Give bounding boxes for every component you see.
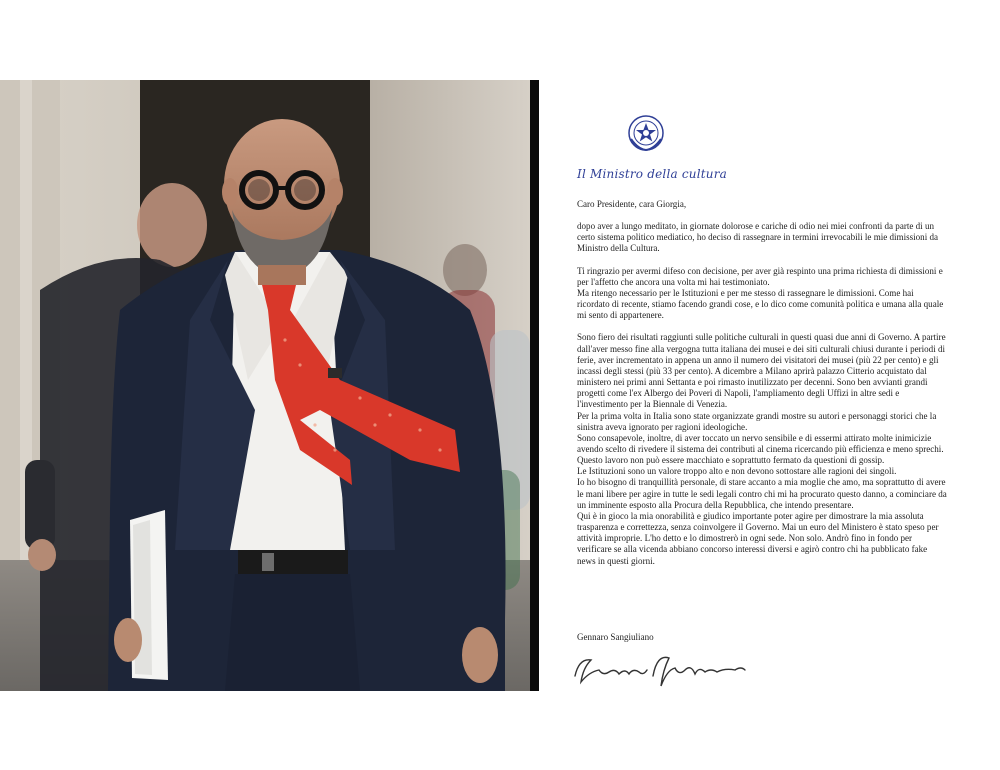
letter-paragraph: Ti ringrazio per avermi difeso con decisione, per aver già respinto una prima richiesta di dimissioni e per l'affetto che ancora una volta mi hai testimoniato. xyxy=(577,265,943,287)
letter-paragraph: Questo lavoro non può essere macchiato e soprattutto fermato da questioni di gossip. xyxy=(577,455,885,466)
letter-paragraph: Sono fiero dei risultati raggiunti sulle politiche culturali in questi quasi due anni di Governo. A partire dall'aver messo fine alla vergogna tutta italiana dei musei e dei siti culturali chiusi durante i periodi di ferie, aver incrementato in appena un anno il numero dei visitatori dei musei (più 22 per cento) e gli incassi degli stessi (più 33 per cento). A dicembre a Milano aprirà palazzo Citterio acquistato dal ministero nei primi anni Settanta e poi rimasto inutilizzato per decenni. Sono ben avvianti grandi progetti come l'ex Albergo dei Poveri di Napoli, l'ampliamento degli Uffizi in altre sedi e l'investimento per la Biennale di Venezia. xyxy=(577,332,946,410)
italian-republic-emblem-icon xyxy=(626,113,666,153)
letter-paragraph: dopo aver a lungo meditato, in giornate dolorose e cariche di odio nei miei confronti da parte di un certo sistema politico mediatico, ho deciso di rassegnare in termini irrevocabili le mie dimissioni da Ministro della Cultura. xyxy=(577,221,939,254)
letter-paragraph: Sono consapevole, inoltre, di aver toccato un nervo sensibile e di essermi attirato molte inimicizie avendo scelto di rivedere il sistema dei contributi al cinema ricercando più efficienza e meno sprechi. xyxy=(577,432,944,454)
minister-photo xyxy=(0,80,530,691)
letter-paragraph: Per la prima volta in Italia sono state organizzate grandi mostre su autori e personaggi storici che la sinistra aveva ignorato per ragioni ideologiche. xyxy=(577,410,937,432)
letter-paragraph: Le Istituzioni sono un valore troppo alto e non devono sottostare alle ragioni dei singoli. xyxy=(577,466,897,477)
handwritten-signature xyxy=(569,646,749,690)
letter-paragraph: Qui è in gioco la mia onorabilità e giudico importante poter agire per dimostrare la mia assoluta trasparenza e correttezza, senza coinvolgere il Governo. Mai un euro del Ministero è stato speso per attività improprie. L'ho detto e lo dimostrerò in ogni sede. Non solo. Andrò fino in fondo per verificare se alla vicenda abbiano concorso interessi diversi e agirò contro chi ha pubblicato fake news in questi giorni. xyxy=(577,510,939,566)
image-divider xyxy=(530,80,539,691)
letter-salutation: Caro Presidente, cara Giorgia, xyxy=(577,199,687,209)
letter-paragraph: Io ho bisogno di tranquillità personale, di stare accanto a mia moglie che amo, ma soprattutto di avere le mani libere per agire in tutte le sedi legali contro chi mi ha procurato questo danno, a cominciare da un imminente esposto alla Procura della Repubblica, che intendo presentare. xyxy=(577,477,947,510)
ministry-heading: Il Ministro della cultura xyxy=(577,167,727,181)
letter-body xyxy=(577,199,947,567)
signer-name: Gennaro Sangiuliano xyxy=(577,632,654,642)
letter-paragraph: Ma ritengo necessario per le Istituzioni e per me stesso di rassegnare le dimissioni. Come hai ricordato di recente, stiamo facendo grandi cose, e lo dico come comunità politica e umana alla quale mi sento di appartenere. xyxy=(577,287,944,321)
